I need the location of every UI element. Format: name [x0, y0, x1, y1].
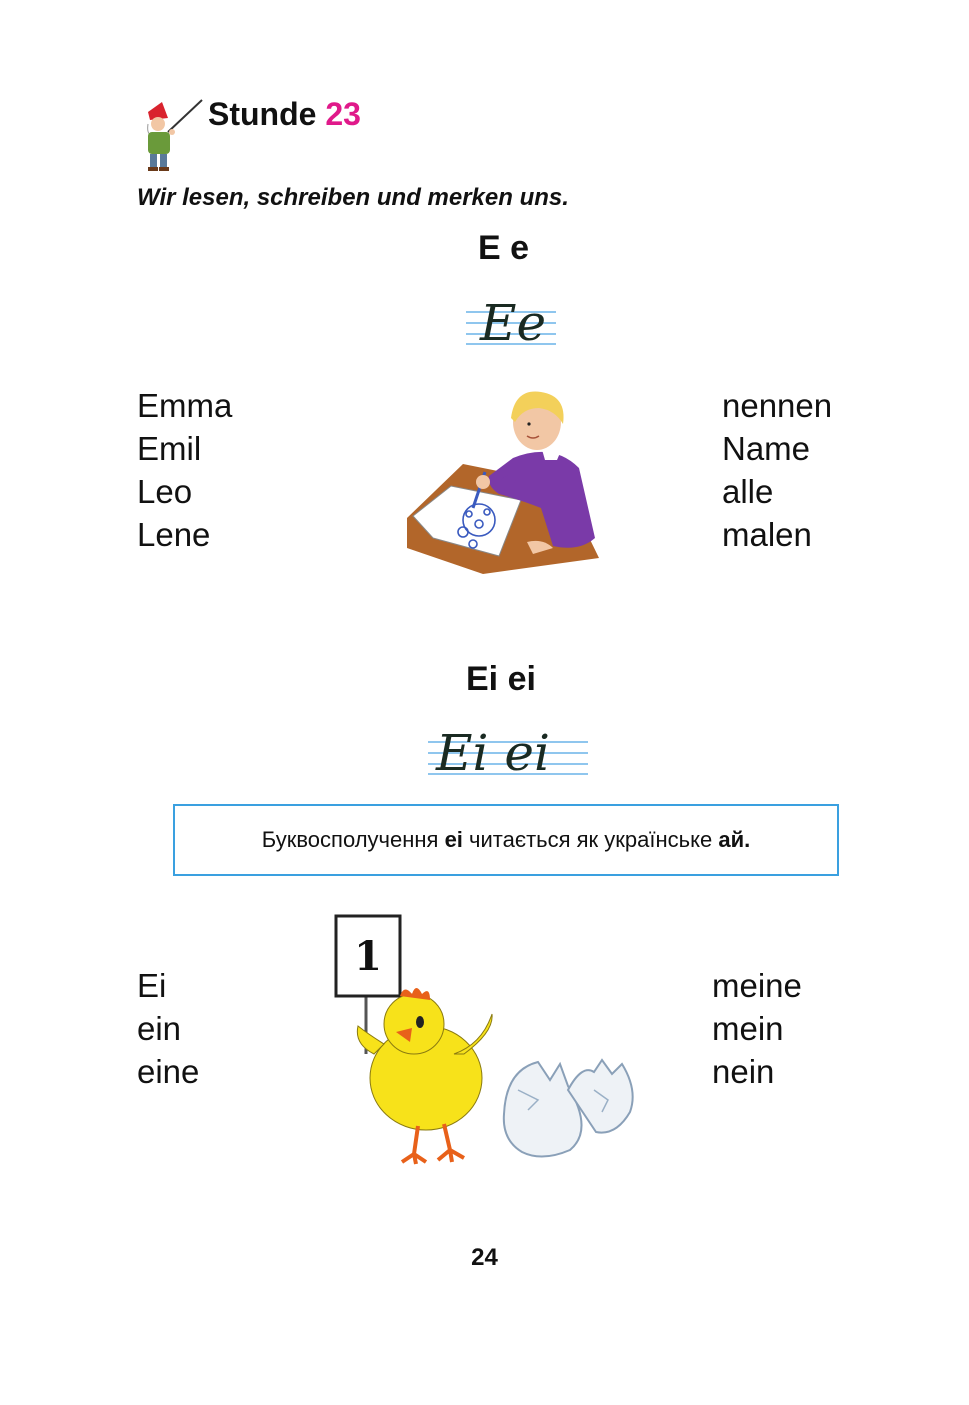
- list-item: mein: [712, 1010, 784, 1047]
- word-list-right-e: [722, 384, 832, 556]
- cursive-ee: Ee: [480, 294, 547, 352]
- word-list-left-ei: [137, 964, 199, 1093]
- letter-heading-e: E e: [478, 229, 530, 267]
- list-item: Emma: [137, 387, 233, 424]
- rule-sound: ай.: [718, 827, 751, 852]
- sign-number: 1: [354, 933, 382, 980]
- cursive-ei-guidelines: [428, 718, 588, 782]
- chick-with-sign-illustration: [334, 914, 504, 1166]
- gnome-with-pointer-icon: [138, 98, 204, 174]
- list-item: Emil: [137, 430, 202, 467]
- letter-heading-ei: Ei ei: [466, 660, 536, 698]
- list-item: malen: [722, 516, 812, 553]
- list-item: alle: [722, 473, 774, 510]
- list-item: nein: [712, 1053, 775, 1090]
- list-item: eine: [137, 1053, 200, 1090]
- rule-prefix: Буквосполучення: [261, 827, 445, 852]
- cursive-ee-guidelines: [466, 290, 556, 352]
- lesson-title: [208, 96, 361, 133]
- list-item: meine: [712, 967, 802, 1004]
- cracked-eggshell-illustration: [498, 1050, 638, 1160]
- page-number: 24: [471, 1244, 498, 1271]
- list-item: ein: [137, 1010, 182, 1047]
- list-item: Name: [722, 430, 811, 467]
- rule-box: [173, 804, 839, 876]
- lesson-word: Stunde: [208, 96, 317, 132]
- list-item: Lene: [137, 516, 211, 553]
- word-list-left-e: [137, 384, 232, 556]
- list-item: Leo: [137, 473, 193, 510]
- rule-middle: читається як українське: [462, 827, 719, 852]
- rule-letters: ei: [444, 827, 463, 852]
- word-list-right-ei: [712, 964, 802, 1093]
- list-item: nennen: [722, 387, 833, 424]
- list-item: Ei: [137, 967, 167, 1004]
- instruction-text: Wir lesen, schreiben und merken uns.: [137, 184, 569, 211]
- boy-drawing-illustration: [403, 388, 601, 578]
- lesson-number: 23: [325, 96, 361, 132]
- cursive-ei: Ei ei: [436, 724, 550, 782]
